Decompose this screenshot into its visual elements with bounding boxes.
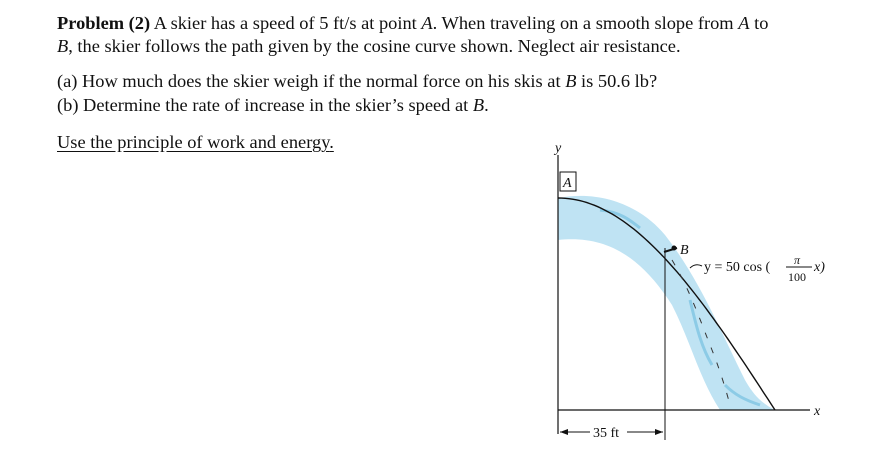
equation-prefix: y = 50 cos (: [704, 260, 771, 275]
hint-end: .: [329, 132, 334, 152]
dimension-label: 35 ft: [593, 426, 620, 441]
problem-text-2: . When traveling on a smooth slope from: [432, 13, 734, 33]
question-b-end: .: [484, 95, 489, 115]
label-b: B: [680, 243, 689, 258]
equation-leader: [690, 265, 702, 268]
equation-den: 100: [788, 270, 806, 284]
equation-pi: π: [794, 253, 801, 267]
question-a-end: is 50.6 lb?: [581, 71, 658, 91]
equation-var: x): [814, 260, 825, 275]
hint-text: Use the principle of work and energy: [57, 132, 330, 152]
question-a-text: (a) How much does the skier weigh if the normal force on his skis at: [57, 71, 561, 91]
point-a-ref: A: [421, 13, 433, 33]
question-b-text: (b) Determine the rate of increase in the skier’s speed at: [57, 95, 469, 115]
problem-heading: Problem (2): [57, 13, 151, 33]
label-a: A: [563, 176, 572, 191]
y-axis-label: y: [555, 141, 562, 156]
question-a-point: B: [565, 71, 577, 91]
point-b-ref: B: [57, 36, 69, 56]
problem-text-3: to: [754, 13, 769, 33]
snow-slope: [558, 196, 775, 410]
question-b-point: B: [472, 95, 485, 115]
x-axis-label: x: [814, 404, 821, 419]
problem-text-1: A skier has a speed of 5 ft/s at point: [153, 13, 417, 33]
point-a-ref-2: A: [738, 13, 750, 33]
problem-text-4: , the skier follows the path given by the cosine curve shown. Neglect air resistance.: [68, 36, 681, 56]
